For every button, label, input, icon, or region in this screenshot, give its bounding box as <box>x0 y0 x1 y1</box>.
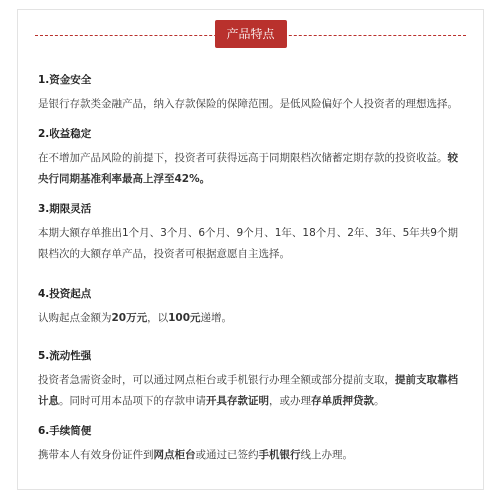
section-flexible-terms <box>38 201 465 265</box>
section-title: 6.手续简便 <box>38 425 92 437</box>
feature-card <box>17 9 484 490</box>
section-liquidity <box>38 348 465 412</box>
section-body: 携带本人有效身份证件到网点柜台或通过已签约手机银行线上办理。 <box>38 449 353 461</box>
section-title: 4.投资起点 <box>38 288 92 300</box>
section-simple-procedure <box>38 423 465 466</box>
section-title: 2.收益稳定 <box>38 128 92 140</box>
section-body: 是银行存款类金融产品，纳入存款保险的保障范围。是低风险偏好个人投资者的理想选择。 <box>38 98 458 110</box>
section-title: 5.流动性强 <box>38 350 92 362</box>
section-title: 3.期限灵活 <box>38 203 92 215</box>
section-fund-safety <box>38 72 465 115</box>
section-body: 在不增加产品风险的前提下，投资者可获得远高于同期限档次储蓄定期存款的投资收益。较央行同期基准利率最高上浮至42%。 <box>38 152 458 185</box>
header-badge: 产品特点 <box>214 20 286 48</box>
section-body: 本期大额存单推出1个月、3个月、6个月、9个月、1年、18个月、2年、3年、5年共9个期限档次的大额存单产品，投资者可根据意愿自主选择。 <box>38 227 458 260</box>
section-title: 1.资金安全 <box>38 74 92 86</box>
section-body: 认购起点金额为20万元，以100元递增。 <box>38 312 233 324</box>
section-investment-minimum <box>38 286 465 329</box>
section-stable-returns <box>38 126 465 190</box>
section-body: 投资者急需资金时，可以通过网点柜台或手机银行办理全额或部分提前支取，提前支取靠档计息。同时可用本品项下的存款申请开具存款证明，或办理存单质押贷款。 <box>38 374 458 407</box>
